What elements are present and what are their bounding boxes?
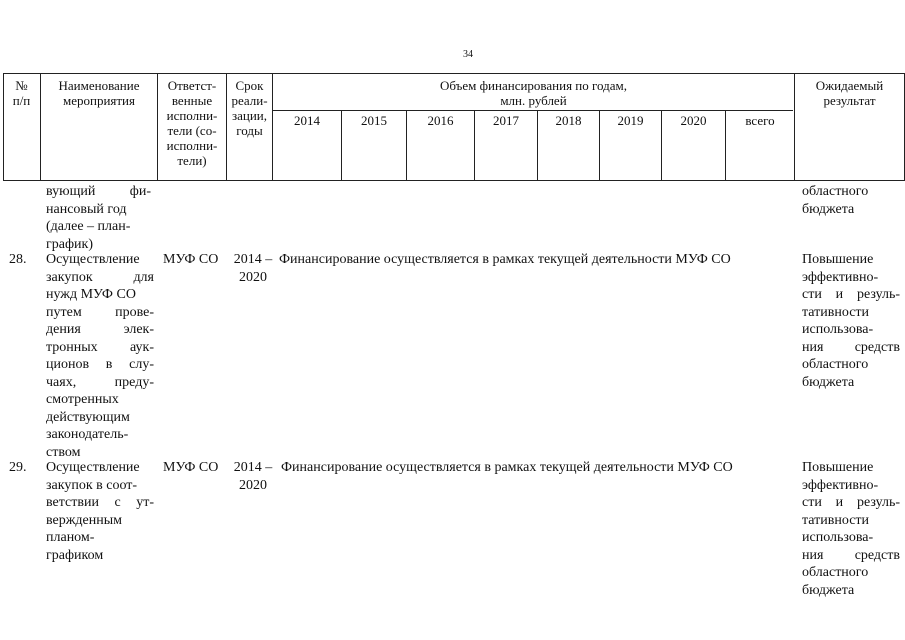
table-top-border — [3, 73, 905, 74]
row-number: 29. — [9, 460, 27, 475]
row-funding: Финансирование осуществляется в рамках текущей деятельности МУФ СО — [281, 460, 733, 475]
row-number: 28. — [9, 252, 27, 267]
row-funding: Финансирование осуществляется в рамках текущей деятельности МУФ СО — [279, 252, 731, 267]
header-term: Срок реали- зации, годы — [231, 78, 268, 138]
row-term: 2014 – 2020 — [233, 252, 273, 285]
header-year-2018: 2018 — [555, 113, 582, 128]
header-year-2017: 2017 — [493, 113, 519, 128]
row-term: 2014 – 2020 — [233, 460, 273, 493]
header-funding-title: Объем финансирования по годам, млн. рублей — [439, 78, 628, 108]
continuation-result: областного бюджета — [802, 184, 869, 217]
page-number: 34 — [463, 49, 473, 60]
header-name: Наименование мероприятия — [58, 78, 140, 108]
header-year-2019: 2019 — [617, 113, 644, 128]
header-result: Ожидаемый результат — [815, 78, 884, 108]
row-name: Осуществление закупок для нужд МУФ СО путем прове- дения элек- тронных аук- ционов в слу- чаях, преду- смотренных действующим законодатель- ством — [46, 252, 154, 460]
row-result: Повышение эффективно- сти и резуль- тативности использова- ния средств областного бюджета — [802, 252, 900, 390]
row-responsible: МУФ СО — [163, 460, 219, 475]
row-name: Осуществление закупок в соот- ветствии с ут- вержденным планом- графиком — [46, 460, 154, 563]
header-num: № п/п — [12, 78, 31, 108]
header-year-2016: 2016 — [427, 113, 454, 128]
header-year-2015: 2015 — [361, 113, 387, 128]
row-result: Повышение эффективно- сти и резуль- тативности использова- ния средств областного бюджета — [802, 460, 900, 598]
header-responsible: Ответст- венные исполни- тели (со- исполни- тели) — [166, 78, 218, 168]
header-bottom-border — [3, 180, 905, 181]
header-total: всего — [745, 113, 775, 128]
continuation-name: вующий фи- нансовый год (далее – план- график) — [46, 184, 151, 252]
header-year-2020: 2020 — [680, 113, 707, 128]
row-responsible: МУФ СО — [163, 252, 219, 267]
year-subheader-border — [273, 110, 793, 111]
header-year-2014: 2014 — [294, 113, 320, 128]
